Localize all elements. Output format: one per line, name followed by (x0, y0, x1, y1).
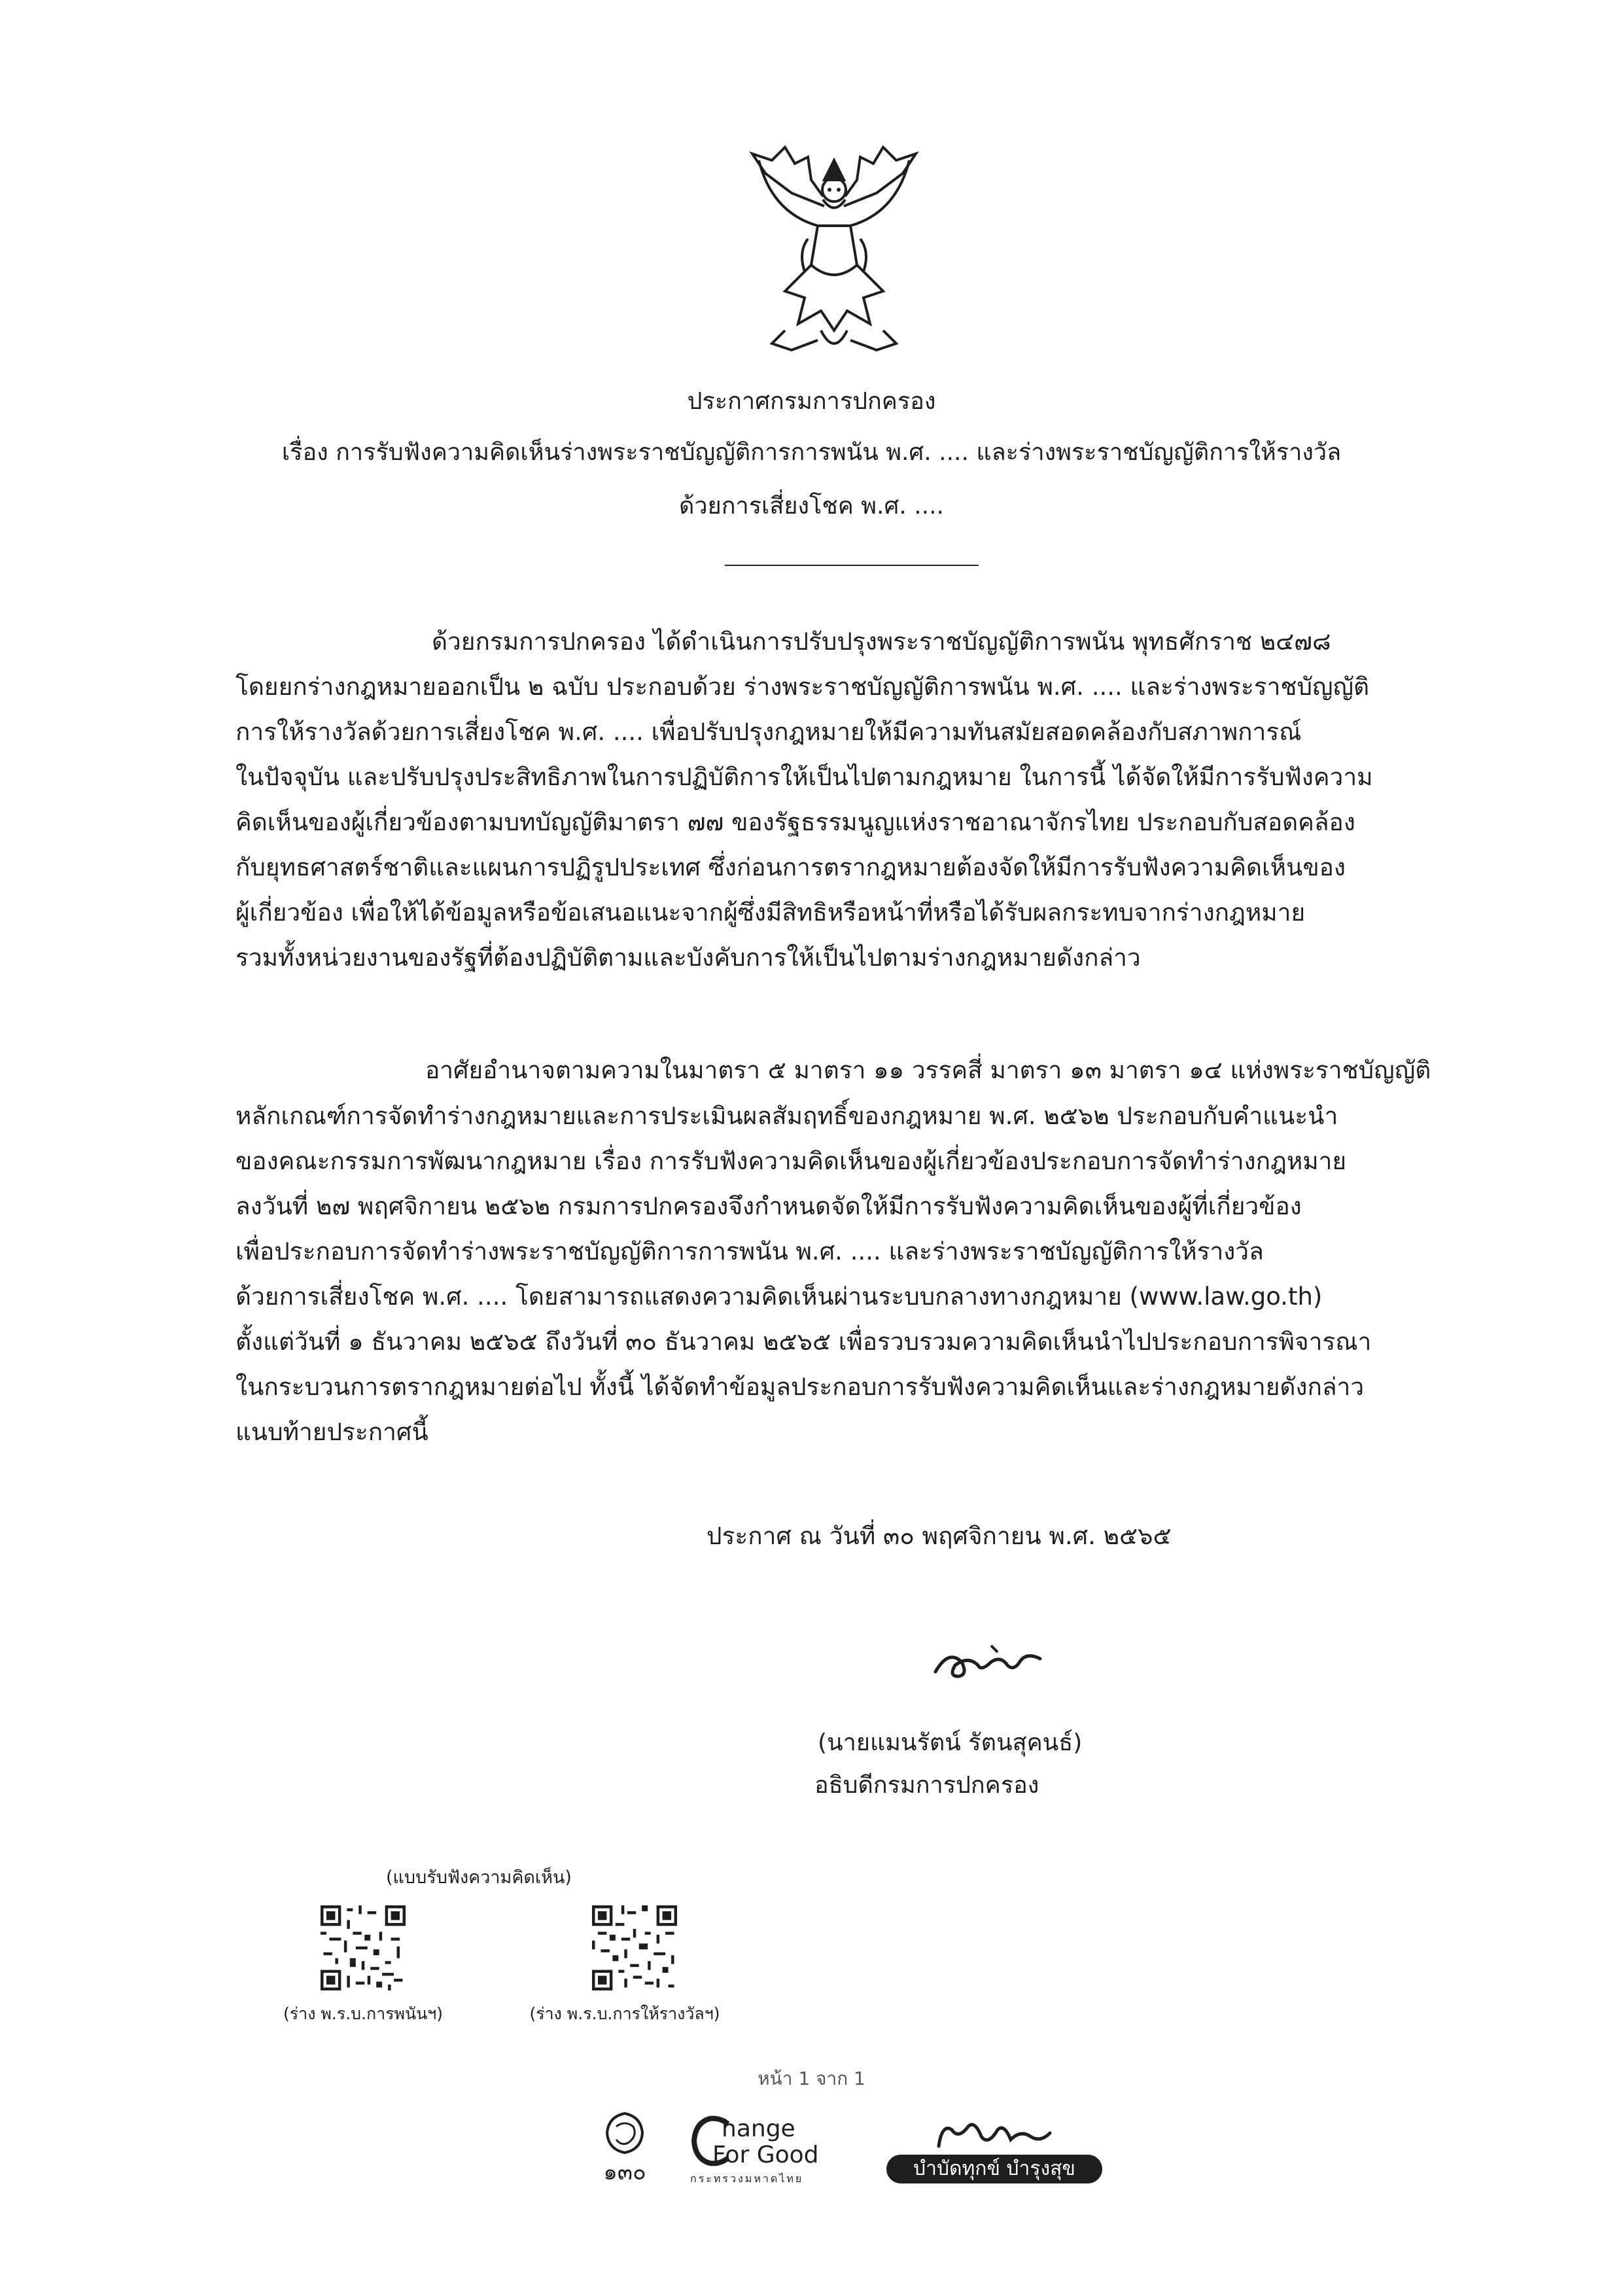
footer-logo-anniversary (576, 2107, 674, 2185)
paragraph-line: ตั้งแต่วันที่ ๑ ธันวาคม ๒๕๖๕ ถึงวันที่ ๓๐ ธันวาคม ๒๕๖๕ เพื่อรวบรวมความคิดเห็นนำไปประกอบการพิจารณา (236, 1328, 1372, 1356)
page-number: หน้า 1 จาก 1 (758, 2068, 865, 2089)
paragraph-line: ลงวันที่ ๒๗ พฤศจิกายน ๒๕๖๒ กรมการปกครองจึงกำหนดจัดให้มีการรับฟังความคิดเห็นของผู้ที่เกี่ยวข้อง (236, 1192, 1302, 1220)
paragraph-line: หลักเกณฑ์การจัดทำร่างกฎหมายและการประเมินผลสัมฤทธิ์ของกฎหมาย พ.ศ. ๒๕๖๒ ประกอบกับคำแนะนำ (236, 1102, 1338, 1130)
garuda-emblem-icon (746, 134, 922, 370)
announcement-subject-line2: ด้วยการเสี่ยงโชค พ.ศ. .... (679, 493, 944, 520)
qr-code-gambling-act[interactable] (321, 1905, 406, 1990)
anniversary-emblem-icon (576, 2107, 674, 2159)
qr-code-prize-act[interactable] (592, 1905, 677, 1990)
anniversary-logo-text: ๑๓๐ (603, 2159, 646, 2185)
footer-logo-motto (880, 2117, 1109, 2189)
footer-logo-change-for-good (690, 2115, 867, 2193)
signature-icon (929, 1636, 1060, 1688)
feedback-heading: (แบบรับฟังความคิดเห็น) (386, 1867, 572, 1888)
paragraph-line: ในกระบวนการตรากฎหมายต่อไป ทั้งนี้ ได้จัดทำข้อมูลประกอบการรับฟังความคิดเห็นและร่างกฎหมายดังกล่าว (236, 1373, 1365, 1401)
paragraph-line: ของคณะกรรมการพัฒนากฎหมาย เรื่อง การรับฟังความคิดเห็นของผู้เกี่ยวข้องประกอบการจัดทำร่างกฎหมาย (236, 1147, 1347, 1175)
paragraph-line: เพื่อประกอบการจัดทำร่างพระราชบัญญัติการการพนัน พ.ศ. .... และร่างพระราชบัญญัติการให้รางวัล (236, 1237, 1264, 1265)
change-logo-line1: hange (722, 2115, 795, 2142)
paragraph-line: แนบท้ายประกาศนี้ (236, 1418, 428, 1446)
paragraph-line: ในปัจจุบัน และปรับปรุงประสิทธิภาพในการปฏิบัติการให้เป็นไปตามกฎหมาย ในการนี้ ได้จัดให้มีการรับฟังความ (236, 763, 1373, 791)
paragraph-line: กับยุทธศาสตร์ชาติและแผนการปฏิรูปประเทศ ซึ่งก่อนการตรากฎหมายต้องจัดให้มีการรับฟังความคิดเห็นของ (236, 853, 1346, 881)
qr-caption-gambling-act: (ร่าง พ.ร.บ.การพนันฯ) (283, 2004, 444, 2023)
heading-divider (725, 565, 979, 566)
signatory-name: (นายแมนรัตน์ รัตนสุคนธ์) (818, 1729, 1083, 1756)
announcement-issuer: ประกาศกรมการปกครอง (687, 388, 936, 415)
motto-banner: บำบัดทุกข์ บำรุงสุข (886, 2155, 1102, 2183)
change-logo-line2: For Good (712, 2142, 819, 2168)
paragraph-line: คิดเห็นของผู้เกี่ยวข้องตามบทบัญญัติมาตรา ๗๗ ของรัฐธรรมนูญแห่งราชอาณาจักรไทย ประกอบกับสอดคล้อง (236, 808, 1355, 836)
qr-caption-prize-act: (ร่าง พ.ร.บ.การให้รางวัลฯ) (529, 2004, 720, 2023)
paragraph-line: ด้วยกรมการปกครอง ได้ดำเนินการปรับปรุงพระราชบัญญัติการพนัน พุทธศักราช ๒๔๗๘ (432, 627, 1331, 656)
paragraph-line: รวมทั้งหน่วยงานของรัฐที่ต้องปฏิบัติตามและบังคับการให้เป็นไปตามร่างกฎหมายดังกล่าว (236, 944, 1141, 972)
paragraph-line: โดยยกร่างกฎหมายออกเป็น ๒ ฉบับ ประกอบด้วย ร่างพระราชบัญญัติการพนัน พ.ศ. .... และร่างพระราชบัญญัติ (236, 673, 1370, 701)
announcement-subject-line1: เรื่อง การรับฟังความคิดเห็นร่างพระราชบัญญัติการการพนัน พ.ศ. .... และร่างพระราชบัญญัติการให้รางวัล (281, 439, 1342, 466)
paragraph-line: ด้วยการเสี่ยงโชค พ.ศ. .... โดยสามารถแสดงความคิดเห็นผ่านระบบกลางทางกฎหมาย (www.law.go.th) (236, 1282, 1323, 1311)
paragraph-line: การให้รางวัลด้วยการเสี่ยงโชค พ.ศ. .... เพื่อปรับปรุงกฎหมายให้มีความทันสมัยสอดคล้องกับสภาพการณ์ (236, 718, 1302, 746)
change-logo-sub: กระทรวงมหาดไทย (690, 2172, 804, 2185)
announcement-date: ประกาศ ณ วันที่ ๓๐ พฤศจิกายน พ.ศ. ๒๕๖๕ (707, 1522, 1172, 1550)
signatory-position: อธิบดีกรมการปกครอง (814, 1772, 1039, 1799)
paragraph-line: ผู้เกี่ยวข้อง เพื่อให้ได้ข้อมูลหรือข้อเสนอแนะจากผู้ซึ่งมีสิทธิหรือหน้าที่หรือได้รับผลกระทบจากร่างกฎหมาย (236, 898, 1306, 927)
motto-script-icon (880, 2117, 1109, 2156)
paragraph-line: อาศัยอำนาจตามความในมาตรา ๕ มาตรา ๑๑ วรรคสี่ มาตรา ๑๓ มาตรา ๑๔ แห่งพระราชบัญญัติ (425, 1056, 1431, 1084)
